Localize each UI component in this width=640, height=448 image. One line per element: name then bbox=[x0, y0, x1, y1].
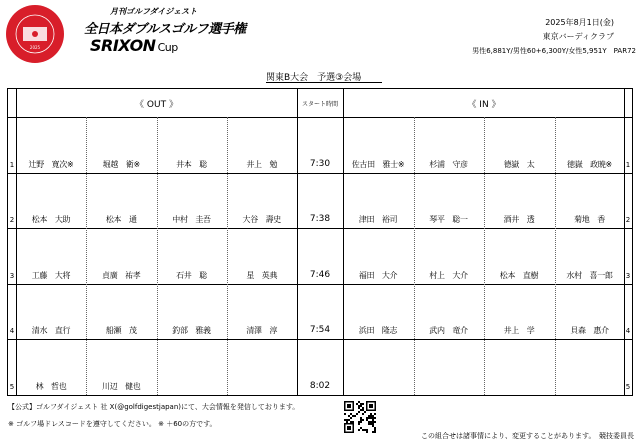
row-number: 3 bbox=[9, 271, 15, 280]
start-time-header: スタート時間 bbox=[301, 100, 338, 108]
player-name: 福田 大介 bbox=[358, 270, 398, 280]
row-divider bbox=[8, 173, 632, 174]
round-title: 関東B大会 予選③会場 bbox=[266, 73, 362, 83]
in-header: 《 IN 》 bbox=[467, 99, 501, 110]
tournament-logo bbox=[6, 5, 64, 63]
brand-cup: Cup bbox=[157, 41, 178, 54]
start-time: 7:30 bbox=[309, 158, 331, 169]
player-name: 貝森 惠介 bbox=[570, 326, 609, 336]
course-yardage: 男性6,881Y/男性60+6,300Y/女性5,951Y PAR72 bbox=[472, 47, 636, 55]
number-column-divider-right bbox=[624, 89, 625, 395]
footer-dress-code-note: ※ ゴルフ場ドレスコードを遵守してください。 ※ ＋60の方です。 bbox=[8, 420, 217, 428]
player-name: 津田 裕司 bbox=[358, 215, 398, 225]
player-name: 星 英典 bbox=[246, 270, 278, 280]
player-name: 林 哲也 bbox=[35, 382, 67, 391]
brand-name bbox=[90, 36, 178, 55]
player-name: 琴平 聡一 bbox=[429, 215, 468, 225]
player-name: 佐古田 雅士※ bbox=[351, 159, 405, 169]
start-time: 7:46 bbox=[309, 269, 331, 280]
player-name: 松本 大助 bbox=[31, 215, 71, 225]
player-name: 井本 聡 bbox=[176, 159, 207, 169]
time-column-left-divider bbox=[297, 89, 298, 395]
player-name: 貞廣 祐孝 bbox=[102, 270, 141, 280]
player-name: 徳嶽 政暁※ bbox=[567, 159, 612, 169]
row-number: 5 bbox=[9, 383, 15, 391]
brand-text: SRIXON bbox=[90, 36, 156, 55]
start-time: 8:02 bbox=[309, 381, 331, 391]
player-name: 松本 通 bbox=[105, 215, 137, 225]
out-header: 《 OUT 》 bbox=[135, 99, 178, 110]
player-name: 武内 竜介 bbox=[429, 326, 468, 336]
row-number-right: 1 bbox=[625, 160, 631, 169]
footer-official-note: 【公式】ゴルフダイジェスト 社 X(@golfdigestjapan)にて、大会情報を発信しております。 bbox=[8, 403, 300, 411]
player-name: 中村 圭吾 bbox=[172, 215, 211, 225]
player-name: 松本 直樹 bbox=[499, 270, 539, 280]
row-number: 4 bbox=[9, 327, 15, 336]
player-name: 辻野 寛次※ bbox=[28, 159, 74, 169]
player-name: 井上 学 bbox=[503, 326, 535, 336]
player-name: 德嶽 太 bbox=[503, 159, 535, 169]
player-name: 菊地 香 bbox=[574, 215, 605, 225]
player-name: 川辺 健也 bbox=[102, 382, 141, 391]
player-name bbox=[158, 381, 226, 393]
player-name: 堀越 衛※ bbox=[102, 159, 140, 169]
player-name: 石井 聡 bbox=[176, 270, 207, 280]
player-name: 釣部 雅義 bbox=[172, 326, 211, 336]
player-name: 村上 大介 bbox=[429, 270, 468, 280]
player-name bbox=[556, 381, 624, 393]
row-number-right: 5 bbox=[625, 383, 631, 391]
player-name: 杉浦 守彦 bbox=[429, 159, 468, 169]
footer-change-note: この組合せは諸事情により、変更することがあります。 競技委員長 bbox=[421, 432, 634, 440]
number-column-divider bbox=[16, 89, 17, 395]
player-name bbox=[228, 381, 296, 393]
player-name bbox=[485, 381, 553, 393]
magazine-name: 月刊ゴルフダイジェスト bbox=[110, 7, 198, 16]
player-name: 井上 勉 bbox=[246, 159, 278, 169]
player-name: 大谷 壽史 bbox=[242, 215, 281, 225]
start-time: 7:38 bbox=[309, 214, 331, 225]
header-divider bbox=[8, 117, 632, 118]
qr-code-icon[interactable] bbox=[343, 400, 377, 434]
tournament-title: 全日本ダブルスゴルフ選手権 bbox=[84, 22, 246, 37]
row-number-right: 4 bbox=[625, 327, 631, 336]
player-name: 浜田 隆志 bbox=[358, 326, 398, 336]
venue-name: 東京バーディクラブ bbox=[542, 32, 614, 41]
row-divider bbox=[8, 284, 632, 285]
player-name: 水村 喜一郎 bbox=[566, 270, 613, 280]
player-name: 船瀬 茂 bbox=[105, 326, 137, 336]
player-name bbox=[344, 381, 412, 393]
player-name: 酒井 透 bbox=[503, 215, 535, 225]
player-name: 清澤 淳 bbox=[246, 326, 278, 336]
start-time: 7:54 bbox=[309, 325, 331, 336]
row-number: 1 bbox=[9, 160, 15, 169]
player-name bbox=[415, 381, 483, 393]
row-number-right: 3 bbox=[625, 271, 631, 280]
player-name: 清水 直行 bbox=[31, 326, 71, 336]
row-divider bbox=[8, 339, 632, 340]
pairing-table bbox=[7, 88, 633, 396]
event-date: 2025年8月1日(金) bbox=[545, 18, 614, 27]
time-column-right-divider bbox=[343, 89, 344, 395]
row-number: 2 bbox=[9, 216, 15, 225]
row-divider bbox=[8, 228, 632, 229]
logo-ring-icon bbox=[6, 5, 64, 63]
round-underline bbox=[266, 82, 382, 83]
logo-year: 2025 bbox=[29, 45, 41, 50]
player-name: 工藤 大将 bbox=[31, 270, 71, 280]
row-number-right: 2 bbox=[625, 216, 631, 225]
